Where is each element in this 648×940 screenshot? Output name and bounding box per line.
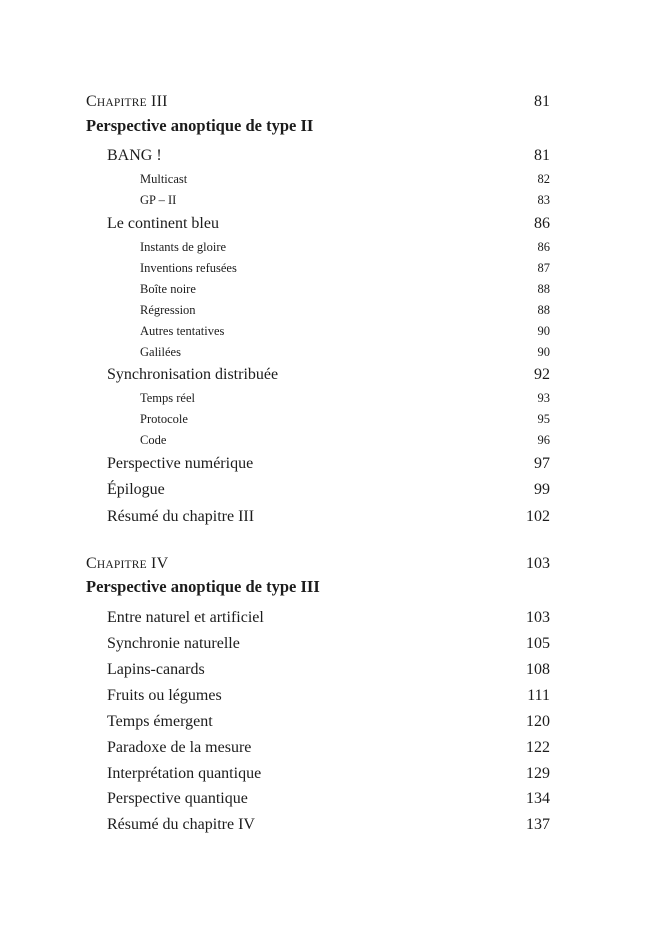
page-number: 86	[534, 215, 550, 232]
section-label: Temps émergent	[107, 713, 213, 730]
page-number: 97	[534, 455, 550, 472]
toc-subsection[interactable]	[0, 254, 648, 276]
section-label: Synchronisation distribuée	[107, 366, 279, 383]
toc-section[interactable]	[0, 786, 648, 808]
toc-subsection[interactable]	[0, 384, 648, 406]
page-number: 81	[534, 147, 550, 164]
page-number: 95	[537, 412, 550, 426]
chapter-heading[interactable]	[0, 89, 648, 111]
toc-subsection[interactable]	[0, 275, 648, 297]
chapter-title-text: Perspective anoptique de type II	[86, 116, 314, 135]
toc-subsection[interactable]	[0, 338, 648, 360]
toc-subsection[interactable]	[0, 405, 648, 427]
chapter-title	[0, 575, 648, 597]
page-number: 83	[537, 193, 550, 207]
toc-section[interactable]	[0, 631, 648, 653]
page-number: 108	[526, 661, 550, 678]
page-number: 122	[526, 739, 550, 756]
toc-subsection[interactable]	[0, 296, 648, 318]
page-number: 86	[537, 240, 550, 254]
page-number: 88	[537, 282, 550, 296]
toc-section[interactable]	[0, 211, 648, 233]
section-label: Synchronie naturelle	[107, 635, 240, 652]
toc-subsection[interactable]	[0, 426, 648, 448]
page-number: 105	[526, 635, 550, 652]
toc-section[interactable]	[0, 683, 648, 705]
page-number: 88	[537, 303, 550, 317]
section-label: Le continent bleu	[107, 215, 219, 232]
page-number: 103	[526, 555, 550, 572]
chapter-title-text: Perspective anoptique de type III	[86, 577, 320, 596]
toc-section[interactable]	[0, 504, 648, 526]
page-number: 90	[537, 345, 550, 359]
toc-section[interactable]	[0, 605, 648, 627]
page-number: 129	[526, 765, 550, 782]
page-number: 134	[526, 790, 550, 807]
section-label: BANG !	[107, 147, 162, 164]
section-label: Entre naturel et artificiel	[107, 609, 264, 626]
subsection-label: Autres tentatives	[140, 324, 225, 338]
page-number: 81	[534, 93, 550, 110]
toc-section[interactable]	[0, 657, 648, 679]
subsection-label: Multicast	[140, 172, 188, 186]
page-number: 90	[537, 324, 550, 338]
toc-section[interactable]	[0, 761, 648, 783]
page-number: 96	[537, 433, 550, 447]
chapter-label: CHAPITRE III	[86, 93, 168, 110]
page-number: 87	[537, 261, 550, 275]
page-number: 103	[526, 609, 550, 626]
subsection-label: Protocole	[140, 412, 188, 426]
toc-section[interactable]	[0, 709, 648, 731]
section-label: Lapins-canards	[107, 661, 205, 678]
subsection-label: Instants de gloire	[140, 240, 227, 254]
toc-subsection[interactable]	[0, 317, 648, 339]
page-number: 120	[526, 713, 550, 730]
subsection-label: Code	[140, 433, 167, 447]
toc-section[interactable]	[0, 735, 648, 757]
section-label: Paradoxe de la mesure	[107, 739, 252, 756]
section-label: Résumé du chapitre III	[107, 508, 255, 525]
toc-subsection[interactable]	[0, 186, 648, 208]
subsection-label: Inventions refusées	[140, 261, 237, 275]
page-number: 99	[534, 481, 550, 498]
section-label: Fruits ou légumes	[107, 687, 222, 704]
page-number: 111	[527, 687, 550, 704]
toc-section[interactable]	[0, 451, 648, 473]
page-number: 137	[526, 816, 550, 833]
section-label: Épilogue	[107, 481, 165, 498]
subsection-label: GP – II	[140, 193, 177, 207]
page-number: 92	[534, 366, 550, 383]
chapter-title	[0, 114, 648, 136]
section-label: Perspective numérique	[107, 455, 254, 472]
section-label: Perspective quantique	[107, 790, 248, 807]
toc-section[interactable]	[0, 477, 648, 499]
chapter-label: CHAPITRE IV	[86, 555, 169, 572]
toc-section[interactable]	[0, 143, 648, 165]
page-number: 82	[537, 172, 550, 186]
subsection-label: Régression	[140, 303, 196, 317]
page-number: 102	[526, 508, 550, 525]
toc-subsection[interactable]	[0, 233, 648, 255]
page-number: 93	[537, 391, 550, 405]
chapter-heading[interactable]	[0, 551, 648, 573]
subsection-label: Temps réel	[140, 391, 196, 405]
section-label: Résumé du chapitre IV	[107, 816, 255, 833]
subsection-label: Boîte noire	[140, 282, 196, 296]
section-label: Interprétation quantique	[107, 765, 262, 782]
toc-section[interactable]	[0, 362, 648, 384]
subsection-label: Galilées	[140, 345, 181, 359]
toc-subsection[interactable]	[0, 165, 648, 187]
toc-section[interactable]	[0, 812, 648, 834]
